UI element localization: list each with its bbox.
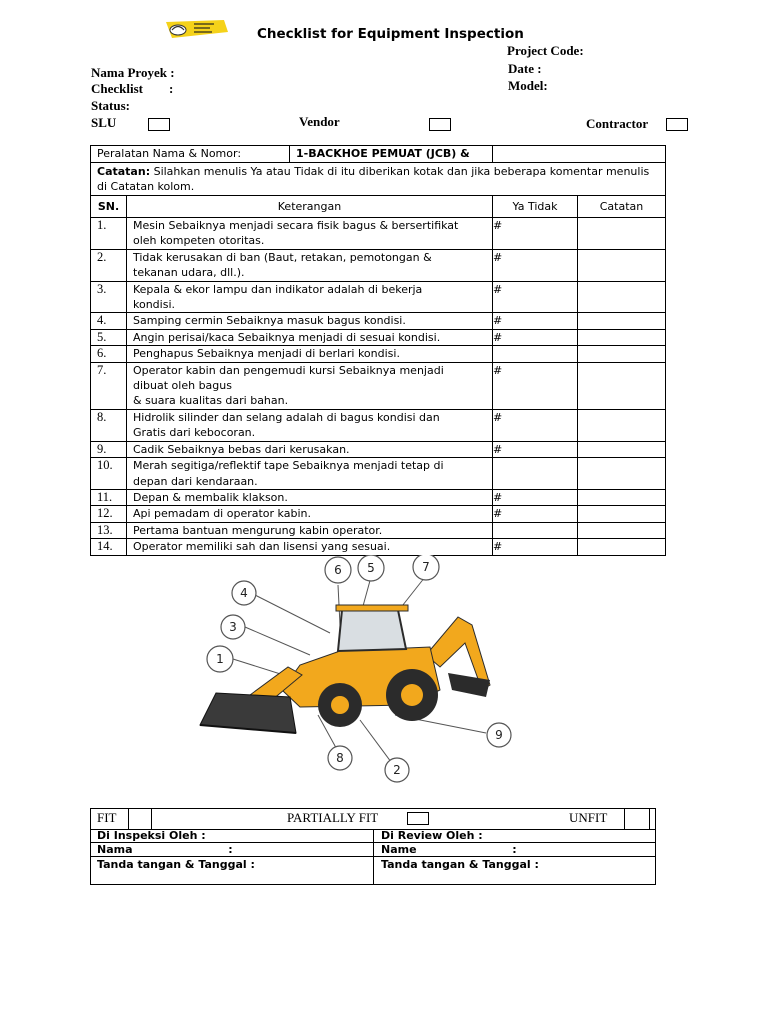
row-description-line: Gratis dari kebocoran. [133,426,256,440]
row-description-line: Penghapus Sebaiknya menjadi di berlari kondisi. [133,347,400,361]
row-description-line: dibuat oleh bagus [133,379,232,393]
vendor-label: Vendor [299,114,340,129]
checklist-row [91,441,666,457]
yes-no-cell[interactable] [493,346,578,362]
checklist-row [91,539,666,555]
row-number: 3. [91,281,127,313]
note-label: Catatan: [97,165,151,178]
row-number: 7. [91,362,127,409]
row-description [127,489,493,505]
slu-label: SLU [91,115,117,130]
yes-no-cell[interactable]: # [493,329,578,345]
checklist-row [91,329,666,345]
row-description-line: kondisi. [133,298,176,312]
row-description [127,522,493,538]
checklist-label: Checklist : [91,81,174,96]
reviewer-name-label: Name : [381,843,517,856]
project-code-label: Project Code: [507,43,584,58]
notes-cell[interactable] [578,458,666,490]
row-description-line: Samping cermin Sebaiknya masuk bagus kondisi. [133,314,406,328]
yes-no-cell[interactable]: # [493,313,578,329]
notes-cell[interactable] [578,362,666,409]
row-description-line: oleh kompeten otoritas. [133,234,265,248]
unfit-label: UNFIT [569,810,608,825]
row-description [127,329,493,345]
inspector-name-label: Nama : [97,843,233,856]
equipment-label: Peralatan Nama & Nomor: [91,146,290,162]
row-description [127,441,493,457]
reviewer-signature-label: Tanda tangan & Tanggal : [381,858,539,871]
document-title: Checklist for Equipment Inspection [257,26,524,42]
row-description [127,346,493,362]
row-description [127,506,493,522]
notes-header: Catatan [578,196,666,218]
checklist-row [91,249,666,281]
row-description [127,281,493,313]
notes-cell[interactable] [578,329,666,345]
checklist-row [91,506,666,522]
row-description-line: depan dari kendaraan. [133,474,258,488]
backhoe-figure [190,555,520,790]
row-number: 11. [91,489,127,505]
yes-no-cell[interactable]: # [493,362,578,409]
row-number: 9. [91,441,127,457]
vendor-checkbox[interactable] [429,118,451,131]
yes-no-cell[interactable] [493,522,578,538]
equipment-row [91,146,493,163]
row-description-line: Merah segitiga/reflektif tape Sebaiknya menjadi tetap di [133,459,444,473]
notes-cell[interactable] [578,218,666,250]
notes-cell[interactable] [578,506,666,522]
note-text: Silahkan menulis Ya atau Tidak di itu diberikan kotak dan jika beberapa komentar menulis [150,165,650,178]
yes-no-cell[interactable]: # [493,409,578,441]
fitness-row [91,809,655,830]
row-number: 5. [91,329,127,345]
row-description [127,458,493,490]
status-label: Status: [91,98,131,113]
yes-no-cell[interactable]: # [493,281,578,313]
yes-no-header: Ya Tidak [493,196,578,218]
partially-fit-label: PARTIALLY FIT [287,810,379,825]
yes-no-cell[interactable]: # [493,506,578,522]
yes-no-cell[interactable]: # [493,441,578,457]
reviewed-by-label: Di Review Oleh : [381,829,483,842]
row-description-line: tekanan udara, dll.). [133,266,245,280]
row-description [127,539,493,555]
row-number: 13. [91,522,127,538]
contractor-checkbox[interactable] [666,118,688,131]
row-description-line: Tidak kerusakan di ban (Baut, retakan, pemotongan & [133,250,432,264]
row-number: 8. [91,409,127,441]
checklist-row [91,362,666,409]
notes-cell[interactable] [578,249,666,281]
row-description [127,313,493,329]
checklist-row [91,489,666,505]
row-number: 6. [91,346,127,362]
inspection-table [90,145,666,556]
notes-cell[interactable] [578,409,666,441]
row-description-line: Cadik Sebaiknya bebas dari kerusakan. [133,442,350,456]
callout-5: 5 [367,561,375,575]
row-number: 12. [91,506,127,522]
callout-8: 8 [336,751,344,765]
row-description-line: & suara kualitas dari bahan. [133,394,289,408]
instructions-note [91,163,666,196]
row-description-line: Mesin Sebaiknya menjadi secara fisik bagus & bersertifikat [133,219,459,232]
checklist-row [91,313,666,329]
row-number: 10. [91,458,127,490]
row-description [127,362,493,409]
checklist-row [91,522,666,538]
company-logo [164,18,230,40]
description-header: Keterangan [127,196,493,218]
row-description-line: Angin perisai/kaca Sebaiknya menjadi di sesuai kondisi. [133,330,441,344]
row-number: 1. [91,218,127,250]
sn-header: SN. [91,196,127,218]
note-text-cont: di Catatan kolom. [97,180,195,193]
contractor-label: Contractor [586,116,649,131]
row-description-line: Depan & membalik klakson. [133,490,288,504]
yes-no-cell[interactable]: # [493,249,578,281]
callout-1: 1 [216,652,224,666]
yes-no-cell[interactable]: # [493,539,578,555]
notes-cell[interactable] [578,441,666,457]
inspected-by-label: Di Inspeksi Oleh : [97,829,206,842]
yes-no-cell[interactable]: # [493,489,578,505]
notes-cell[interactable] [578,522,666,538]
inspector-signature-label: Tanda tangan & Tanggal : [97,858,255,871]
notes-cell[interactable] [578,489,666,505]
project-name-label: Nama Proyek : [91,65,175,80]
row-description [127,249,493,281]
row-number: 2. [91,249,127,281]
yes-no-cell[interactable]: # [493,218,578,250]
backhoe-illustration [190,555,520,790]
checklist-row [91,458,666,490]
notes-cell[interactable] [578,281,666,313]
checklist-row [91,281,666,313]
checklist-row [91,346,666,362]
yes-no-cell[interactable] [493,458,578,490]
notes-cell[interactable] [578,346,666,362]
callout-9: 9 [495,728,503,742]
date-label: Date : [508,61,542,76]
row-description [127,218,493,250]
equipment-value: 1-BACKHOE PEMUAT (JCB) & [296,147,470,160]
notes-cell[interactable] [578,539,666,555]
checklist-row [91,218,666,250]
row-description-line: Kepala & ekor lampu dan indikator adalah di bekerja [133,282,423,296]
signoff-table [90,808,656,885]
row-description-line: Pertama bantuan mengurung kabin operator. [133,523,383,537]
callout-7: 7 [422,560,430,574]
row-number: 14. [91,539,127,555]
row-description-line: Operator kabin dan pengemudi kursi Sebaiknya menjadi [133,363,444,377]
fit-label: FIT [97,810,117,825]
slu-checkbox[interactable] [148,118,170,131]
callout-4: 4 [240,586,248,600]
row-description [127,409,493,441]
checklist-row [91,409,666,441]
callout-3: 3 [229,620,237,634]
row-number: 4. [91,313,127,329]
row-description-line: Hidrolik silinder dan selang adalah di bagus kondisi dan [133,410,440,424]
notes-cell[interactable] [578,313,666,329]
partially-fit-checkbox[interactable] [407,812,429,825]
model-label: Model: [508,78,548,93]
callout-6: 6 [334,563,342,577]
row-description-line: Operator memiliki sah dan lisensi yang sesuai. [133,540,391,554]
callout-2: 2 [393,763,401,777]
row-description-line: Api pemadam di operator kabin. [133,507,311,521]
